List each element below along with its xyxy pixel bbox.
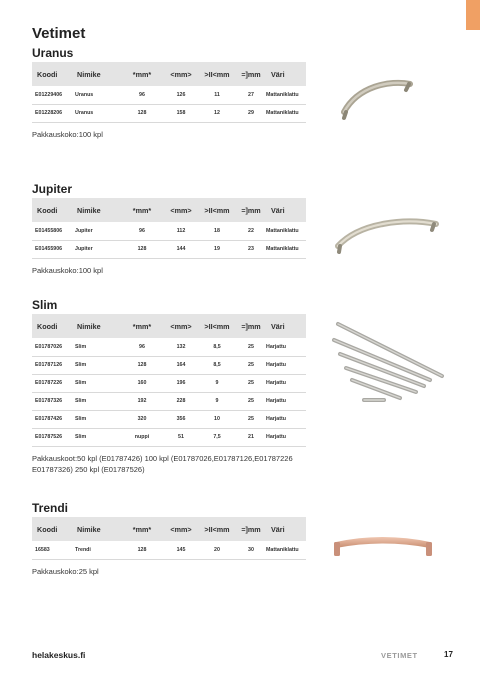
cell-cc: 128	[120, 541, 164, 559]
cell-code: E01787026	[32, 338, 72, 356]
cell-length: 164	[164, 356, 198, 374]
cell-width: 11	[198, 86, 236, 104]
trendi-handle-image	[330, 530, 436, 560]
cell-height: 29	[236, 104, 266, 122]
cell-color: Harjattu	[266, 374, 306, 392]
column-header-name: Nimike	[72, 314, 120, 338]
cell-height: 25	[236, 356, 266, 374]
cell-color: Harjattu	[266, 410, 306, 428]
cell-code: E01455906	[32, 240, 72, 258]
cell-color: Harjattu	[266, 338, 306, 356]
column-header-length: <mm>	[164, 517, 198, 541]
cell-color: Mattaniklattu	[266, 86, 306, 104]
cell-code: E01787326	[32, 392, 72, 410]
cell-length: 132	[164, 338, 198, 356]
cell-length: 196	[164, 374, 198, 392]
cell-name: Uranus	[72, 86, 120, 104]
column-header-length: <mm>	[164, 62, 198, 86]
column-header-code: Koodi	[32, 517, 72, 541]
cell-cc: 96	[120, 222, 164, 240]
table-header-row	[32, 517, 306, 541]
column-header-name: Nimike	[72, 198, 120, 222]
product-title: Jupiter	[32, 182, 73, 196]
cell-length: 145	[164, 541, 198, 559]
column-header-cc: *mm*	[120, 198, 164, 222]
column-header-width: >II<mm	[198, 198, 236, 222]
cell-height: 25	[236, 338, 266, 356]
cell-cc: 160	[120, 374, 164, 392]
cell-code: E01787226	[32, 374, 72, 392]
table-header-row	[32, 198, 306, 222]
column-header-height: =]mm	[236, 198, 266, 222]
column-header-code: Koodi	[32, 62, 72, 86]
cell-color: Harjattu	[266, 356, 306, 374]
table-header-row	[32, 314, 306, 338]
cell-height: 21	[236, 428, 266, 446]
table-row	[32, 222, 306, 240]
cell-height: 22	[236, 222, 266, 240]
cell-code: E01787126	[32, 356, 72, 374]
cell-length: 126	[164, 86, 198, 104]
column-header-color: Väri	[266, 314, 306, 338]
table-row	[32, 104, 306, 122]
table-row	[32, 338, 306, 356]
cell-cc: 128	[120, 356, 164, 374]
cell-length: 144	[164, 240, 198, 258]
column-header-color: Väri	[266, 62, 306, 86]
column-header-code: Koodi	[32, 198, 72, 222]
table-row	[32, 428, 306, 446]
cell-name: Jupiter	[72, 222, 120, 240]
cell-width: 9	[198, 392, 236, 410]
cell-height: 23	[236, 240, 266, 258]
cell-width: 7,5	[198, 428, 236, 446]
column-header-color: Väri	[266, 198, 306, 222]
column-header-cc: *mm*	[120, 62, 164, 86]
cell-name: Slim	[72, 428, 120, 446]
cell-cc: 320	[120, 410, 164, 428]
spec-table	[32, 517, 306, 560]
product-title: Trendi	[32, 501, 69, 515]
column-header-cc: *mm*	[120, 517, 164, 541]
table-row	[32, 374, 306, 392]
column-header-length: <mm>	[164, 314, 198, 338]
jupiter-handle-image	[334, 212, 440, 256]
cell-cc: 96	[120, 86, 164, 104]
slim-handles-image	[326, 318, 448, 410]
table-row	[32, 86, 306, 104]
table-row	[32, 541, 306, 559]
cell-width: 8,5	[198, 338, 236, 356]
cell-name: Slim	[72, 338, 120, 356]
column-header-width: >II<mm	[198, 62, 236, 86]
package-size-note: Pakkauskoko:100 kpl	[32, 265, 103, 275]
column-header-height: =]mm	[236, 517, 266, 541]
footer-section-name: VETIMET	[381, 651, 418, 660]
spec-table	[32, 198, 306, 259]
cell-name: Trendi	[72, 541, 120, 559]
cell-width: 18	[198, 222, 236, 240]
cell-color: Mattaniklattu	[266, 222, 306, 240]
cell-code: E01455806	[32, 222, 72, 240]
page-number: 17	[444, 650, 453, 659]
footer-website: helakeskus.fi	[32, 650, 86, 660]
cell-length: 228	[164, 392, 198, 410]
table-header-row	[32, 62, 306, 86]
cell-width: 8,5	[198, 356, 236, 374]
page-title: Vetimet	[32, 25, 86, 42]
table-row	[32, 240, 306, 258]
cell-name: Slim	[72, 392, 120, 410]
cell-length: 112	[164, 222, 198, 240]
table-row	[32, 392, 306, 410]
cell-name: Uranus	[72, 104, 120, 122]
spec-table	[32, 62, 306, 123]
package-size-note: Pakkauskoko:25 kpl	[32, 566, 99, 576]
column-header-name: Nimike	[72, 517, 120, 541]
package-size-note: Pakkauskoko:100 kpl	[32, 129, 103, 139]
section-color-tab	[466, 0, 480, 30]
cell-width: 10	[198, 410, 236, 428]
cell-color: Mattaniklattu	[266, 240, 306, 258]
column-header-code: Koodi	[32, 314, 72, 338]
cell-height: 25	[236, 410, 266, 428]
cell-cc: 128	[120, 104, 164, 122]
cell-code: E01787426	[32, 410, 72, 428]
package-size-note: Pakkauskoot:50 kpl (E01787426) 100 kpl (E01787026,E01787126,E01787226 E01787326) 250 kpl (E01787526)	[32, 453, 293, 474]
cell-name: Slim	[72, 374, 120, 392]
cell-cc: 96	[120, 338, 164, 356]
cell-code: 16583	[32, 541, 72, 559]
column-header-length: <mm>	[164, 198, 198, 222]
cell-color: Harjattu	[266, 428, 306, 446]
cell-height: 25	[236, 374, 266, 392]
column-header-width: >II<mm	[198, 517, 236, 541]
column-header-height: =]mm	[236, 314, 266, 338]
cell-width: 9	[198, 374, 236, 392]
table-row	[32, 410, 306, 428]
cell-cc: nuppi	[120, 428, 164, 446]
cell-name: Slim	[72, 410, 120, 428]
cell-height: 27	[236, 86, 266, 104]
spec-table	[32, 314, 306, 447]
column-header-name: Nimike	[72, 62, 120, 86]
table-row	[32, 356, 306, 374]
cell-length: 51	[164, 428, 198, 446]
cell-width: 20	[198, 541, 236, 559]
product-title: Slim	[32, 298, 58, 312]
cell-code: E01228206	[32, 104, 72, 122]
cell-color: Mattaniklattu	[266, 541, 306, 559]
column-header-height: =]mm	[236, 62, 266, 86]
cell-code: E01787526	[32, 428, 72, 446]
product-title: Uranus	[32, 46, 74, 60]
cell-color: Mattaniklattu	[266, 104, 306, 122]
column-header-cc: *mm*	[120, 314, 164, 338]
cell-name: Jupiter	[72, 240, 120, 258]
cell-width: 12	[198, 104, 236, 122]
cell-length: 356	[164, 410, 198, 428]
cell-length: 158	[164, 104, 198, 122]
uranus-handle-image	[340, 72, 416, 124]
cell-cc: 192	[120, 392, 164, 410]
cell-name: Slim	[72, 356, 120, 374]
column-header-width: >II<mm	[198, 314, 236, 338]
cell-height: 30	[236, 541, 266, 559]
cell-code: E01229406	[32, 86, 72, 104]
cell-color: Harjattu	[266, 392, 306, 410]
cell-width: 19	[198, 240, 236, 258]
cell-height: 25	[236, 392, 266, 410]
column-header-color: Väri	[266, 517, 306, 541]
cell-cc: 128	[120, 240, 164, 258]
